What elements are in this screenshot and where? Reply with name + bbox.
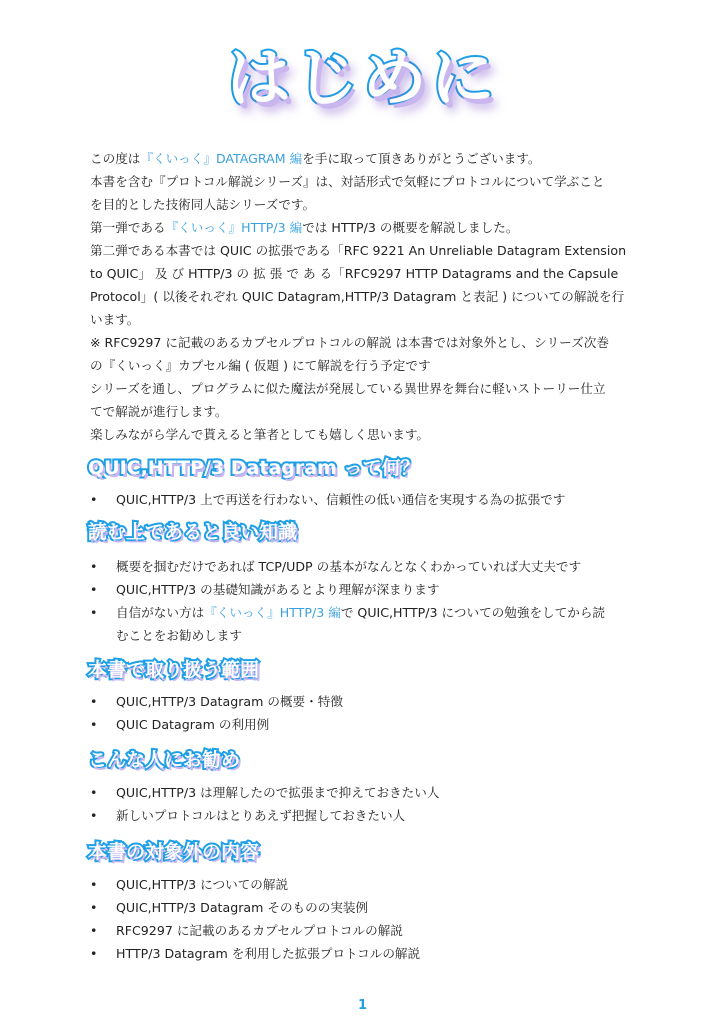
section-heading-scope: 本書で取り扱う範囲 bbox=[88, 659, 260, 681]
intro-line-8: います。 bbox=[90, 312, 140, 327]
book-link-http3-2: 『くいっく』HTTP/3 編 bbox=[204, 605, 341, 620]
intro-line-11: シリーズを通し、プログラムに似た魔法が発展している異世界を舞台に軽いストーリー仕立 bbox=[90, 381, 606, 396]
section-heading-out-of-scope: 本書の対象外の内容 bbox=[88, 841, 260, 863]
intro-line-13: 楽しみながら学んで貰えると筆者としても嬉しく思います。 bbox=[90, 427, 430, 442]
intro-line-1: この度は『くいっく』DATAGRAM 編を手に取って頂きありがとうございます。 bbox=[90, 151, 541, 166]
intro-line-5: 第二弾である本書では QUIC の拡張である「RFC 9221 An Unreliable Datagram Extension bbox=[90, 243, 627, 258]
page-number: 1 bbox=[357, 998, 368, 1013]
intro-line-10: の『くいっく』カプセル編 ( 仮題 ) にて解説を行う予定です bbox=[90, 358, 431, 373]
intro-line-7: Protocol」( 以後それぞれ QUIC Datagram,HTTP/3 Datagram と表記 ) についての解説を行 bbox=[90, 289, 625, 304]
intro-line-6: to QUIC」 及 び HTTP/3 の 拡 張 で あ る「RFC9297 HTTP Datagrams and the Capsule bbox=[90, 266, 619, 281]
intro-line-9: ※ RFC9297 に記載のあるカプセルプロトコルの解説 は本書では対象外とし、シリーズ次巻 bbox=[90, 335, 609, 350]
intro-line-4: 第一弾である『くいっく』HTTP/3 編では HTTP/3 の概要を解説しました。 bbox=[90, 220, 519, 235]
intro-line-12: てで解説が進行します。 bbox=[90, 404, 228, 419]
section-heading-what-is: QUIC,HTTP/3 Datagram って何？ bbox=[88, 457, 420, 479]
intro-line-3: を目的とした技術同人誌シリーズです。 bbox=[90, 197, 316, 212]
section-heading-recommended-for: こんな人にお勧め bbox=[88, 749, 241, 771]
book-link-http3: 『くいっく』HTTP/3 編 bbox=[165, 220, 303, 235]
book-link-datagram: 『くいっく』DATAGRAM 編 bbox=[140, 151, 303, 166]
section-heading-prerequisites: 読む上であると良い知識 bbox=[88, 521, 298, 543]
intro-line-2: 本書を含む『プロトコル解説シリーズ』は、対話形式で気軽にプロトコルについて学ぶこと bbox=[90, 174, 605, 189]
page-title: はじめに bbox=[226, 42, 499, 116]
